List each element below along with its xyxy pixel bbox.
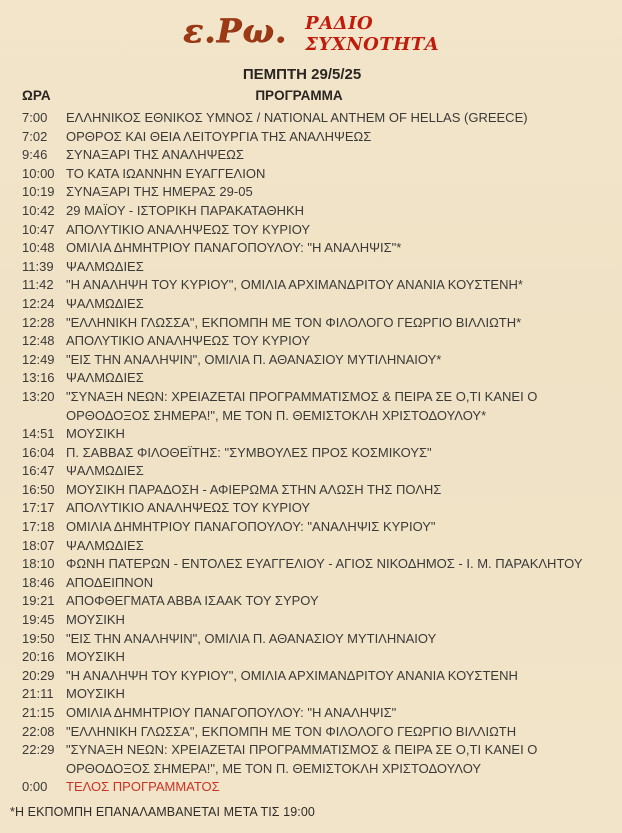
schedule-row <box>0 314 622 333</box>
program-time: 14:51 <box>22 426 55 442</box>
program-time: 10:00 <box>22 165 55 181</box>
program-time: 12:48 <box>22 333 55 349</box>
program-title: ΕΛΛΗΝΙΚΟΣ ΕΘΝΙΚΟΣ ΥΜΝΟΣ / NATIONAL ANTHEM OF HELLAS (GREECE) <box>66 110 528 125</box>
program-column-header: ΠΡΟΓΡΑΜΜΑ <box>255 88 343 103</box>
schedule-row <box>0 425 622 444</box>
program-title: ΦΩΝΗ ΠΑΤΕΡΩΝ - ΕΝΤΟΛΕΣ ΕΥΑΓΓΕΛΙΟΥ - ΑΓΙΟΣ ΝΙΚΟΔΗΜΟΣ - Ι. Μ. ΠΑΡΑΚΛΗΤΟΥ <box>66 556 583 572</box>
program-time: 10:42 <box>22 202 55 218</box>
program-title: ΜΟΥΣΙΚΗ <box>66 612 125 628</box>
schedule-row <box>0 778 622 797</box>
schedule-row <box>0 276 622 295</box>
program-time: 7:02 <box>22 128 48 144</box>
schedule-row <box>0 128 622 147</box>
schedule-row <box>0 574 622 593</box>
program-time: 10:48 <box>22 240 55 256</box>
program-title: ΟΜΙΛΙΑ ΔΗΜΗΤΡΙΟΥ ΠΑΝΑΓΟΠΟΥΛΟΥ: "Η ΑΝΑΛΗΨΙΣ" <box>66 705 397 720</box>
program-time: 10:47 <box>22 221 55 237</box>
station-logo: ε.Ρω. <box>182 11 288 50</box>
schedule-row <box>0 332 622 351</box>
program-title: ΨΑΛΜΩΔΙΕΣ <box>66 295 144 311</box>
program-title: "ΕΛΛΗΝΙΚΗ ΓΛΩΣΣΑ", ΕΚΠΟΜΠΗ ΜΕ ΤΟΝ ΦΙΛΟΛΟΓΟ ΓΕΩΡΓΙΟ ΒΙΛΛΙΩΤΗ <box>66 723 517 739</box>
time-column-header: ΩΡΑ <box>22 88 51 103</box>
schedule-row <box>0 555 622 574</box>
schedule-row <box>0 667 622 686</box>
schedule-row <box>0 741 622 778</box>
program-title: ΟΡΘΡΟΣ ΚΑΙ ΘΕΙΑ ΛΕΙΤΟΥΡΓΙΑ ΤΗΣ ΑΝΑΛΗΨΕΩΣ <box>66 128 372 144</box>
program-title: "ΣΥΝΑΞΗ ΝΕΩΝ: ΧΡΕΙΑΖΕΤΑΙ ΠΡΟΓΡΑΜΜΑΤΙΣΜΟΣ & ΠΕΙΡΑ ΣΕ Ο,ΤΙ ΚΑΝΕΙ Ο ΟΡΘΟΔΟΞΟΣ ΣΗΜΕΡΑ!", ΜΕ ΤΟΝ Π. ΘΕΜΙΣΤΟΚΛΗ ΧΡΙΣΤΟΔΟΥΛΟΥ <box>66 742 538 776</box>
program-title: "Η ΑΝΑΛΗΨΗ ΤΟΥ ΚΥΡΙΟΥ", ΟΜΙΛΙΑ ΑΡΧΙΜΑΝΔΡΙΤΟΥ ΑΝΑΝΙΑ ΚΟΥΣΤΕΝΗ* <box>66 277 523 293</box>
program-title: ΨΑΛΜΩΔΙΕΣ <box>66 537 144 553</box>
program-time: 12:49 <box>22 351 55 367</box>
station-name <box>305 6 439 55</box>
program-time: 22:29 <box>22 742 55 758</box>
program-time: 19:21 <box>22 593 55 609</box>
schedule-row <box>0 258 622 277</box>
program-title: ΜΟΥΣΙΚΗ <box>66 426 125 442</box>
program-title: ΤΟ ΚΑΤΑ ΙΩΑΝΝΗΝ ΕΥΑΓΓΕΛΙΟΝ <box>66 165 266 181</box>
column-headers <box>0 88 622 107</box>
program-title: ΑΠΟΛΥΤΙΚΙΟ ΑΝΑΛΗΨΕΩΣ ΤΟΥ ΚΥΡΙΟΥ <box>66 500 311 516</box>
program-time: 20:29 <box>22 667 55 683</box>
schedule-row <box>0 165 622 184</box>
schedule-row <box>0 685 622 704</box>
program-title: ΣΥΝΑΞΑΡΙ ΤΗΣ ΗΜΕΡΑΣ 29-05 <box>66 184 253 200</box>
schedule-row <box>0 221 622 240</box>
program-time: 22:08 <box>22 723 55 739</box>
schedule-row <box>0 369 622 388</box>
program-time: 13:16 <box>22 370 55 386</box>
schedule-row <box>0 239 622 258</box>
program-time: 10:19 <box>22 184 55 200</box>
program-time: 17:18 <box>22 519 55 535</box>
program-time: 17:17 <box>22 500 55 516</box>
program-time: 21:11 <box>22 686 54 702</box>
program-time: 18:07 <box>22 537 55 553</box>
program-title: "ΕΙΣ ΤΗΝ ΑΝΑΛΗΨΙΝ", ΟΜΙΛΙΑ Π. ΑΘΑΝΑΣΙΟΥ ΜΥΤΙΛΗΝΑΙΟΥ* <box>66 351 442 367</box>
station-name-line2: ΣΥΧΝΟΤΗΤΑ <box>305 34 440 55</box>
schedule-row <box>0 202 622 221</box>
schedule-date: ΠΕΜΠΤΗ 29/5/25 <box>242 66 362 83</box>
schedule-row <box>0 611 622 630</box>
program-title: ΑΠΟΛΥΤΙΚΙΟ ΑΝΑΛΗΨΕΩΣ ΤΟΥ ΚΥΡΙΟΥ <box>66 333 311 349</box>
program-title: ΜΟΥΣΙΚΗ <box>66 686 125 702</box>
schedule-row <box>0 146 622 165</box>
program-time: 13:20 <box>22 388 55 404</box>
program-title: ΨΑΛΜΩΔΙΕΣ <box>66 370 144 386</box>
program-title: ΜΟΥΣΙΚΗ <box>66 649 125 665</box>
program-time: 9:46 <box>22 147 48 163</box>
program-title: "ΕΙΣ ΤΗΝ ΑΝΑΛΗΨΙΝ", ΟΜΙΛΙΑ Π. ΑΘΑΝΑΣΙΟΥ ΜΥΤΙΛΗΝΑΙΟΥ <box>66 630 437 646</box>
program-time: 19:45 <box>22 612 55 628</box>
schedule-row <box>0 537 622 556</box>
program-time: 0:00 <box>22 779 48 795</box>
program-title: ΑΠΟΦΘΕΓΜΑΤΑ ΑΒΒΑ ΙΣΑΑΚ ΤΟΥ ΣΥΡΟΥ <box>66 593 319 609</box>
schedule-row <box>0 295 622 314</box>
schedule-row <box>0 462 622 481</box>
program-title: ΨΑΛΜΩΔΙΕΣ <box>66 258 144 274</box>
schedule-row <box>0 723 622 742</box>
program-title: ΟΜΙΛΙΑ ΔΗΜΗΤΡΙΟΥ ΠΑΝΑΓΟΠΟΥΛΟΥ: "Η ΑΝΑΛΗΨΙΣ"* <box>66 240 402 256</box>
station-name-line1: ΡΑΔΙΟ <box>305 13 374 34</box>
schedule-row <box>0 481 622 500</box>
schedule-row <box>0 704 622 723</box>
schedule-row <box>0 388 622 425</box>
masthead <box>0 0 622 64</box>
program-title: ΣΥΝΑΞΑΡΙ ΤΗΣ ΑΝΑΛΗΨΕΩΣ <box>66 147 244 163</box>
program-time: 18:10 <box>22 556 55 572</box>
program-title: ΟΜΙΛΙΑ ΔΗΜΗΤΡΙΟΥ ΠΑΝΑΓΟΠΟΥΛΟΥ: "ΑΝΑΛΗΨΙΣ ΚΥΡΙΟΥ" <box>66 519 436 535</box>
program-time: 16:47 <box>22 463 55 479</box>
program-title: "ΣΥΝΑΞΗ ΝΕΩΝ: ΧΡΕΙΑΖΕΤΑΙ ΠΡΟΓΡΑΜΜΑΤΙΣΜΟΣ & ΠΕΙΡΑ ΣΕ Ο,ΤΙ ΚΑΝΕΙ Ο ΟΡΘΟΔΟΞΟΣ ΣΗΜΕΡΑ!", ΜΕ ΤΟΝ Π. ΘΕΜΙΣΤΟΚΛΗ ΧΡΙΣΤΟΔΟΥΛΟΥ* <box>66 388 538 423</box>
program-time: 19:50 <box>22 630 55 646</box>
schedule-row <box>0 518 622 537</box>
repeat-footnote: *Η ΕΚΠΟΜΠΗ ΕΠΑΝΑΛΑΜΒΑΝΕΤΑΙ ΜΕΤΑ ΤΙΣ 19:00 <box>10 805 315 819</box>
program-time: 12:28 <box>22 314 55 330</box>
program-title: "Η ΑΝΑΛΗΨΗ ΤΟΥ ΚΥΡΙΟΥ", ΟΜΙΛΙΑ ΑΡΧΙΜΑΝΔΡΙΤΟΥ ΑΝΑΝΙΑ ΚΟΥΣΤΕΝΗ <box>66 667 518 683</box>
program-title: ΨΑΛΜΩΔΙΕΣ <box>66 463 144 479</box>
schedule-row <box>0 444 622 463</box>
schedule-rows <box>0 109 622 797</box>
schedule-row <box>0 592 622 611</box>
program-time: 16:50 <box>22 481 55 497</box>
schedule-row <box>0 648 622 667</box>
program-title: ΤΕΛΟΣ ΠΡΟΓΡΑΜΜΑΤΟΣ <box>66 779 220 795</box>
schedule-row <box>0 351 622 370</box>
program-title: 29 ΜΑΪΟΥ - ΙΣΤΟΡΙΚΗ ΠΑΡΑΚΑΤΑΘΗΚΗ <box>66 202 305 218</box>
schedule-row <box>0 499 622 518</box>
program-title: ΑΠΟΛΥΤΙΚΙΟ ΑΝΑΛΗΨΕΩΣ ΤΟΥ ΚΥΡΙΟΥ <box>66 221 311 237</box>
program-time: 20:16 <box>22 649 55 665</box>
schedule-row <box>0 183 622 202</box>
program-title: ΜΟΥΣΙΚΗ ΠΑΡΑΔΟΣΗ - ΑΦΙΕΡΩΜΑ ΣΤΗΝ ΑΛΩΣΗ ΤΗΣ ΠΟΛΗΣ <box>66 481 442 497</box>
program-title: "ΕΛΛΗΝΙΚΗ ΓΛΩΣΣΑ", ΕΚΠΟΜΠΗ ΜΕ ΤΟΝ ΦΙΛΟΛΟΓΟ ΓΕΩΡΓΙΟ ΒΙΛΛΙΩΤΗ* <box>66 314 522 330</box>
program-time: 18:46 <box>22 574 55 590</box>
schedule-row <box>0 109 622 128</box>
program-time: 21:15 <box>22 705 55 720</box>
program-time: 7:00 <box>22 110 48 125</box>
program-time: 11:39 <box>22 258 54 274</box>
program-time: 16:04 <box>22 444 55 460</box>
program-title: Π. ΣΑΒΒΑΣ ΦΙΛΟΘΕΪΤΗΣ: "ΣΥΜΒΟΥΛΕΣ ΠΡΟΣ ΚΟΣΜΙΚΟΥΣ" <box>66 444 432 460</box>
program-time: 12:24 <box>22 295 55 311</box>
program-title: ΑΠΟΔΕΙΠΝΟΝ <box>66 574 154 590</box>
program-time: 11:42 <box>22 277 54 293</box>
schedule-row <box>0 630 622 649</box>
